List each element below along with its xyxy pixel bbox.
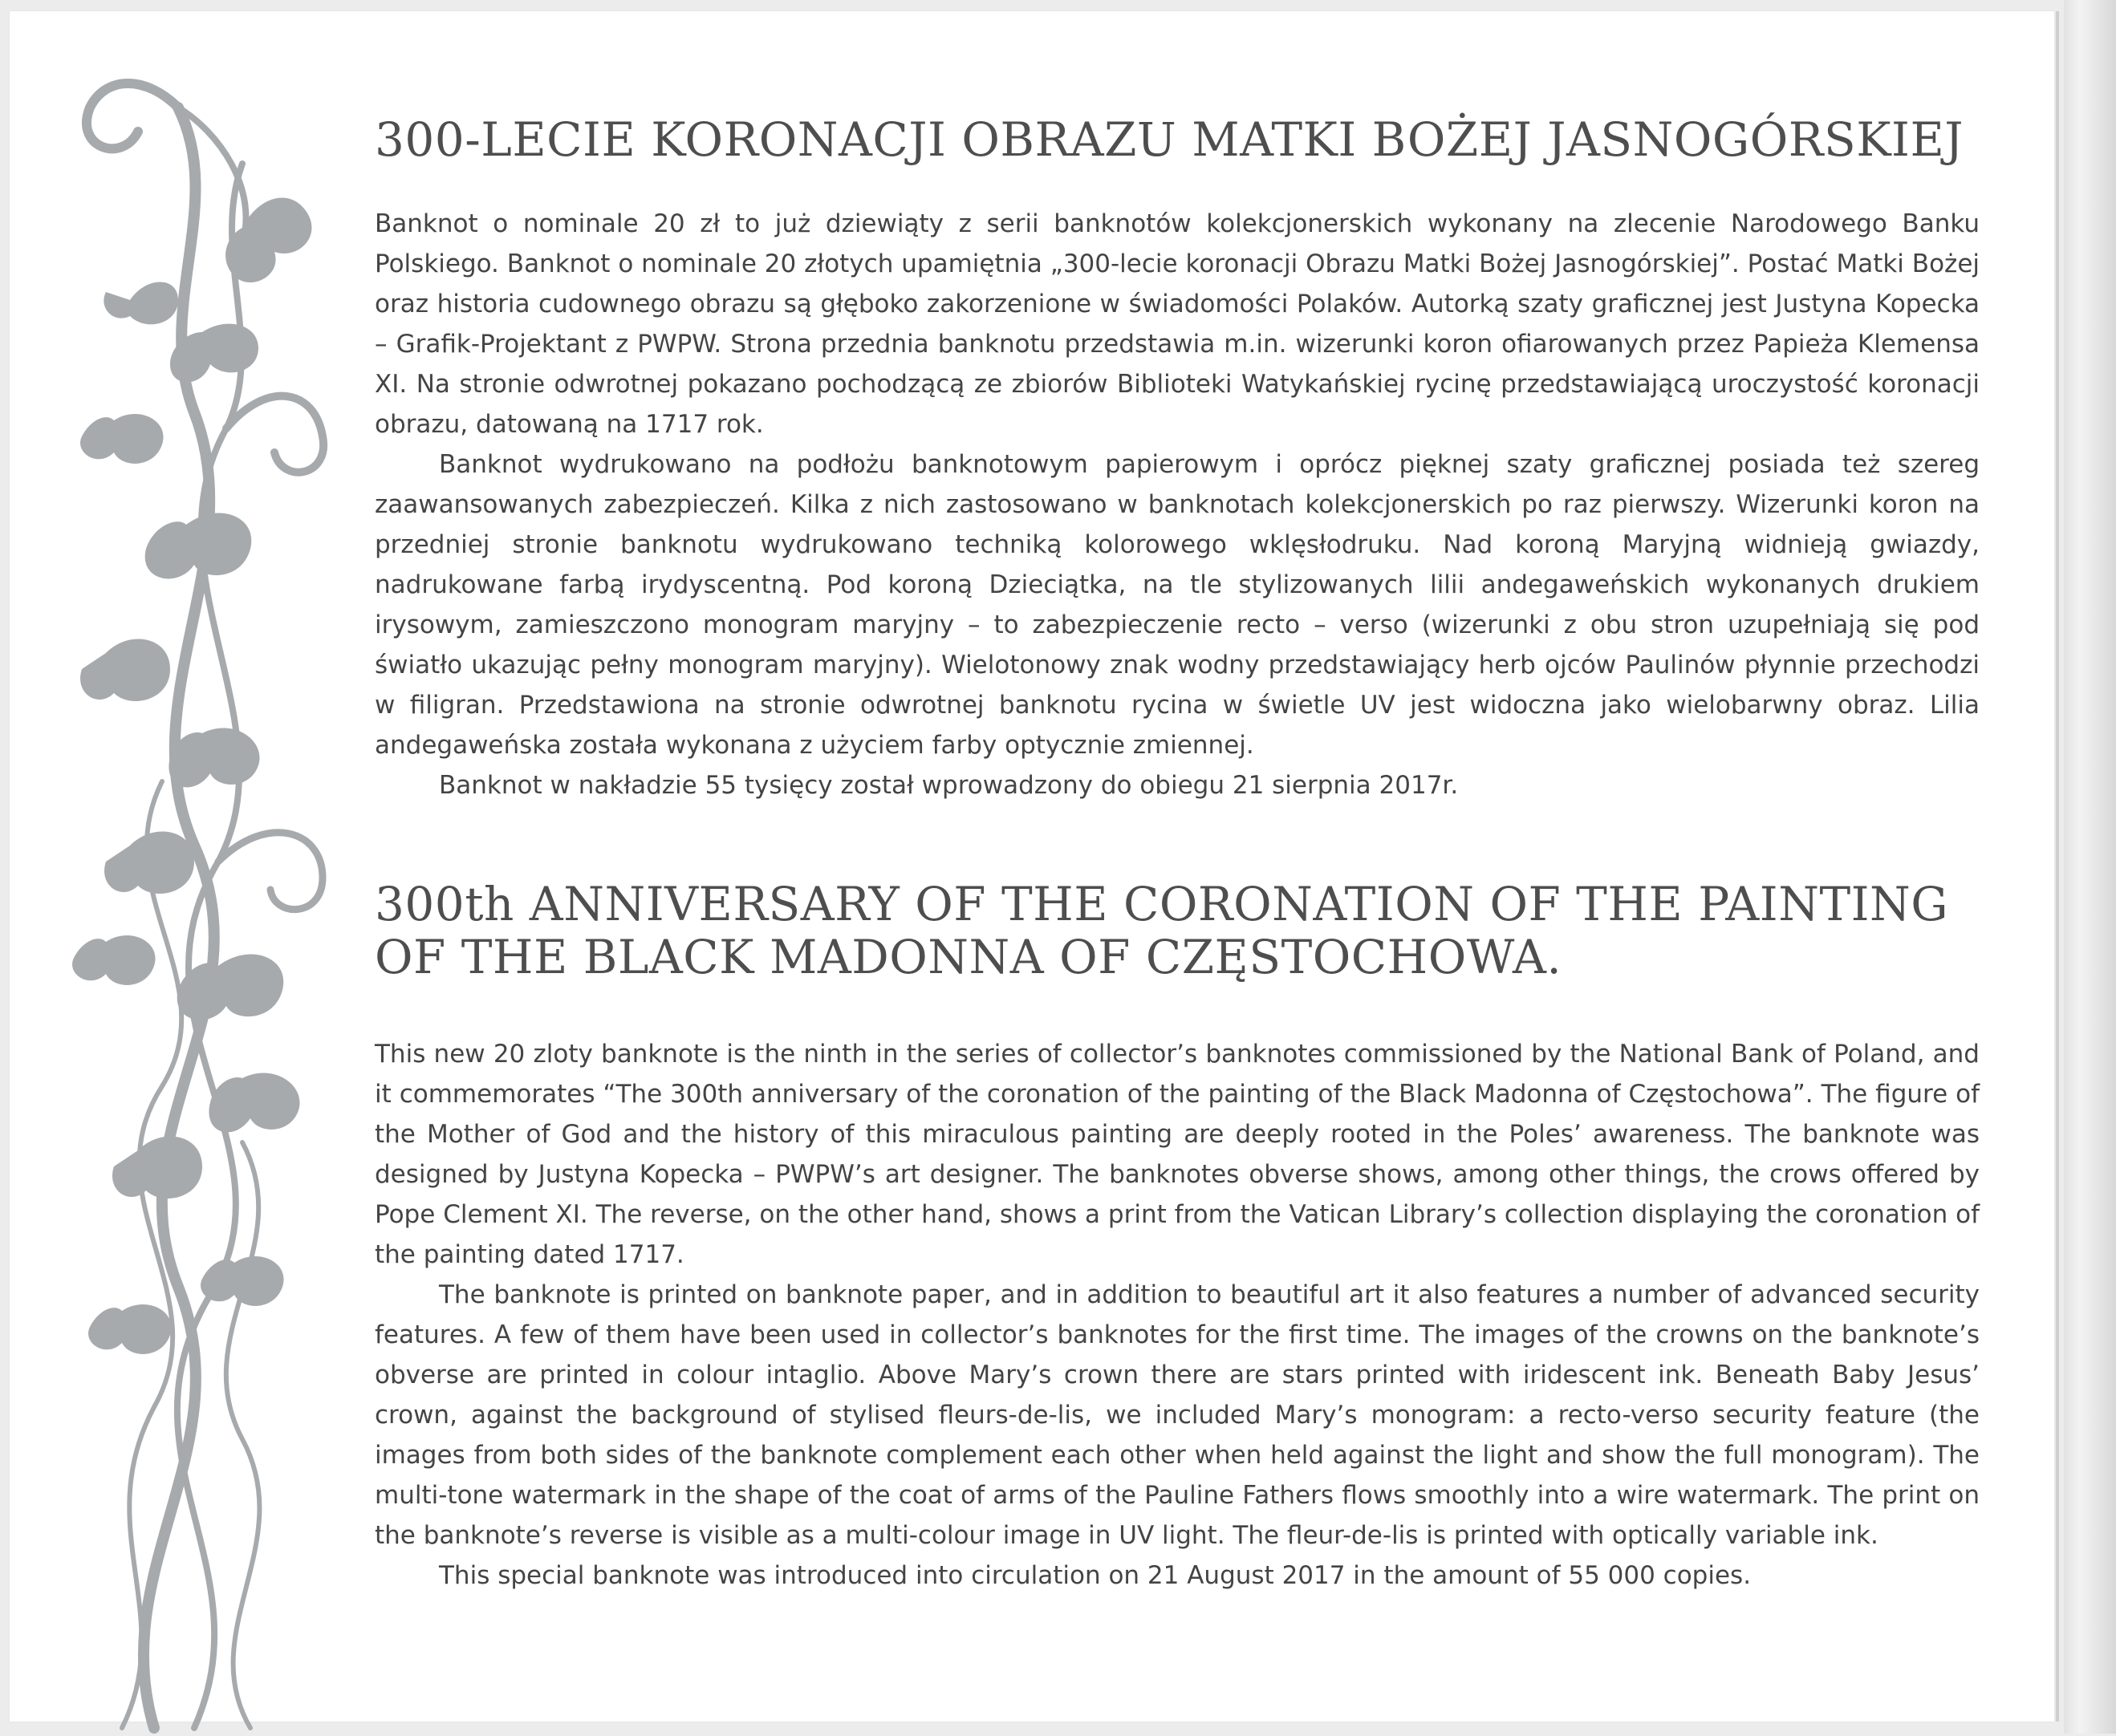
english-body	[375, 1034, 1980, 1596]
polish-paragraph-3: Banknot w nakładzie 55 tysięcy został wprowadzony do obiegu 21 sierpnia 2017r.	[439, 771, 1459, 800]
english-paragraph-1: This new 20 zloty banknote is the ninth in the series of collector’s banknotes commissioned by the National Bank of Poland, and it commemorates “The 300th anniversary of the coronation of the painting of the Black Madonna of Częstochowa”. The figure of the Mother of God and the history of this miraculous painting are deeply rooted in the Poles’ awareness. The banknote was designed by Justyna Kopecka – PWPW’s art designer. The banknotes obverse shows, among other things, the crows offered by Pope Clement XI. The reverse, on the other hand, shows a print from the Vatican Library’s collection displaying the coronation of the painting dated 1717.	[375, 1040, 1980, 1269]
english-title-line-2: OF THE BLACK MADONNA OF CZĘSTOCHOWA.	[375, 930, 1562, 984]
page-edge	[2064, 0, 2116, 1734]
polish-body	[375, 204, 1980, 805]
polish-paragraph-1: Banknot o nominale 20 zł to już dziewiąty z serii banknotów kolekcjonerskich wykonany na zlecenie Narodowego Banku Polskiego. Banknot o nominale 20 złotych upamiętnia „300-lecie koronacji Obrazu Matki Bożej Jasnogórskiej”. Postać Matki Bożej oraz historia cudownego obrazu są głęboko zakorzenione w świadomości Polaków. Autorką szaty graficznej jest Justyna Kopecka – Grafik-Projektant z PWPW. Strona przednia banknotu przedstawia m.in. wizerunki koron ofiarowanych przez Papieża Klemensa XI. Na stronie odwrotnej pokazano pochodzącą ze zbiorów Biblioteki Watykańskiej rycinę przedstawiającą uroczystość koronacji obrazu, datowaną na 1717 rok.	[375, 209, 1980, 439]
page-spine	[2056, 11, 2059, 1722]
english-title	[375, 878, 1948, 984]
english-title-line-1: 300th ANNIVERSARY OF THE CORONATION OF THE PAINTING	[375, 877, 1949, 931]
document-page	[10, 11, 2054, 1722]
floral-ornament	[58, 43, 347, 1736]
english-paragraph-3: This special banknote was introduced into circulation on 21 August 2017 in the amount of 55 000 copies.	[439, 1561, 1752, 1590]
polish-title: 300-LECIE KORONACJI OBRAZU MATKI BOŻEJ JASNOGÓRSKIEJ	[375, 112, 1964, 167]
polish-paragraph-2: Banknot wydrukowano na podłożu banknotowym papierowym i oprócz pięknej szaty graficznej posiada też szereg zaawansowanych zabezpieczeń. Kilka z nich zastosowano w banknotach kolekcjonerskich po raz pierwszy. Wizerunki koron na przedniej stronie banknotu wydrukowano techniką kolorowego wklęsłodruku. Nad koroną Maryjną widnieją gwiazdy, nadrukowane farbą irydyscentną. Pod koroną Dzieciątka, na tle stylizowanych lilii andegaweńskich wykonanych drukiem irysowym, zamieszczono monogram maryjny – to zabezpieczenie recto – verso (wizerunki z obu stron uzupełniają się pod światło ukazując pełny monogram maryjny). Wielotonowy znak wodny przedstawiający herb ojców Paulinów płynnie przechodzi w filigran. Przedstawiona na stronie odwrotnej banknotu rycina w świetle UV jest widoczna jako wielobarwny obraz. Lilia andegaweńska została wykonana z użyciem farby optycznie zmiennej.	[375, 450, 1980, 760]
english-paragraph-2: The banknote is printed on banknote paper, and in addition to beautiful art it also features a number of advanced security features. A few of them have been used in collector’s banknotes for the first time. The images of the crowns on the banknote’s obverse are printed in colour intaglio. Above Mary’s crown there are stars printed with iridescent ink. Beneath Baby Jesus’ crown, against the background of stylised fleurs-de-lis, we included Mary’s monogram: a recto-verso security feature (the images from both sides of the banknote complement each other when held against the light and show the full monogram). The multi-tone watermark in the shape of the coat of arms of the Pauline Fathers flows smoothly into a wire watermark. The print on the banknote’s reverse is visible as a multi-colour image in UV light. The fleur-de-lis is printed with optically variable ink.	[375, 1280, 1980, 1550]
